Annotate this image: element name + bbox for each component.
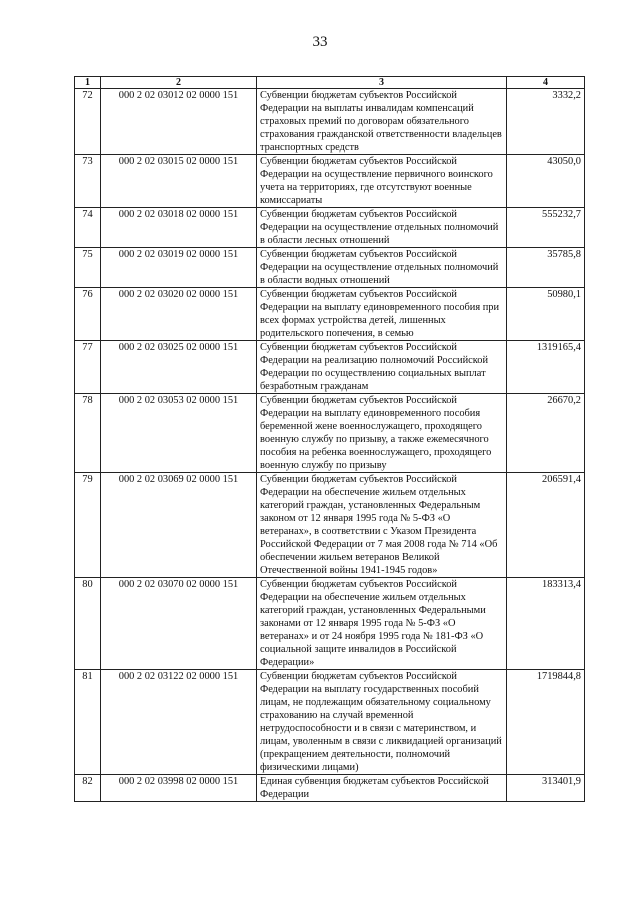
table-row [75, 473, 585, 578]
classification-code-cell: 000 2 02 03069 02 0000 151 [101, 473, 257, 578]
classification-code-cell: 000 2 02 03015 02 0000 151 [101, 155, 257, 208]
description-cell: Субвенции бюджетам субъектов Российской Федерации на реализацию полномочий Российской Федерации по осуществлению социальных выплат безработным гражданам [257, 341, 507, 394]
table-row [75, 670, 585, 775]
row-number-cell: 82 [75, 775, 101, 802]
description-cell: Субвенции бюджетам субъектов Российской Федерации на осуществление отдельных полномочий в области водных отношений [257, 248, 507, 288]
classification-code-cell: 000 2 02 03025 02 0000 151 [101, 341, 257, 394]
classification-code-cell: 000 2 02 03053 02 0000 151 [101, 394, 257, 473]
description-cell: Субвенции бюджетам субъектов Российской Федерации на выплаты инвалидам компенсаций страховых премий по договорам обязательного страхования гражданской ответственности владельцев транспортных средств [257, 89, 507, 155]
amount-cell: 555232,7 [507, 208, 585, 248]
table-row [75, 155, 585, 208]
budget-table [74, 76, 585, 802]
row-number-cell: 75 [75, 248, 101, 288]
description-cell: Субвенции бюджетам субъектов Российской Федерации на выплату единовременного пособия беременной жене военнослужащего, проходящего военную службу по призыву, а также ежемесячного пособия на ребенка военнослужащего, проходящего военную службу по призыву [257, 394, 507, 473]
amount-cell: 1719844,8 [507, 670, 585, 775]
row-number-cell: 77 [75, 341, 101, 394]
description-cell: Субвенции бюджетам субъектов Российской Федерации на выплату единовременного пособия при всех формах устройства детей, лишенных родительского попечения, в семью [257, 288, 507, 341]
classification-code-cell: 000 2 02 03070 02 0000 151 [101, 578, 257, 670]
column-header-2: 2 [101, 77, 257, 89]
row-number-cell: 78 [75, 394, 101, 473]
page-number: 33 [312, 34, 328, 50]
classification-code-cell: 000 2 02 03018 02 0000 151 [101, 208, 257, 248]
table-row [75, 775, 585, 802]
description-cell: Субвенции бюджетам субъектов Российской Федерации на осуществление первичного воинского учета на территориях, где отсутствуют военные комиссариаты [257, 155, 507, 208]
column-header-1: 1 [75, 77, 101, 89]
amount-cell: 35785,8 [507, 248, 585, 288]
classification-code-cell: 000 2 02 03998 02 0000 151 [101, 775, 257, 802]
classification-code-cell: 000 2 02 03012 02 0000 151 [101, 89, 257, 155]
column-header-3: 3 [257, 77, 507, 89]
amount-cell: 50980,1 [507, 288, 585, 341]
table-row [75, 89, 585, 155]
amount-cell: 183313,4 [507, 578, 585, 670]
amount-cell: 1319165,4 [507, 341, 585, 394]
amount-cell: 206591,4 [507, 473, 585, 578]
table-row [75, 578, 585, 670]
description-cell: Субвенции бюджетам субъектов Российской Федерации на обеспечение жильем отдельных категорий граждан, установленных Федеральными законами от 12 января 1995 года № 5-ФЗ «О ветеранах» и от 24 ноября 1995 года № 181-ФЗ «О социальной защите инвалидов в Российской Федерации» [257, 578, 507, 670]
amount-cell: 3332,2 [507, 89, 585, 155]
column-header-4: 4 [507, 77, 585, 89]
row-number-cell: 74 [75, 208, 101, 248]
classification-code-cell: 000 2 02 03019 02 0000 151 [101, 248, 257, 288]
row-number-cell: 81 [75, 670, 101, 775]
row-number-cell: 80 [75, 578, 101, 670]
description-cell: Субвенции бюджетам субъектов Российской Федерации на осуществление отдельных полномочий в области лесных отношений [257, 208, 507, 248]
description-cell: Субвенции бюджетам субъектов Российской Федерации на обеспечение жильем отдельных категорий граждан, установленных Федеральным законом от 12 января 1995 года № 5-ФЗ «О ветеранах», в соответствии с Указом Президента Российской Федерации от 7 мая 2008 года № 714 «Об обеспечении жильем ветеранов Великой Отечественной войны 1941-1945 годов» [257, 473, 507, 578]
table-row [75, 394, 585, 473]
classification-code-cell: 000 2 02 03020 02 0000 151 [101, 288, 257, 341]
amount-cell: 313401,9 [507, 775, 585, 802]
amount-cell: 26670,2 [507, 394, 585, 473]
description-cell: Субвенции бюджетам субъектов Российской Федерации на выплату государственных пособий лицам, не подлежащим обязательному социальному страхованию на случай временной нетрудоспособности и в связи с материнством, и лицам, уволенным в связи с ликвидацией организаций (прекращением деятельности, полномочий физическими лицами) [257, 670, 507, 775]
row-number-cell: 72 [75, 89, 101, 155]
amount-cell: 43050,0 [507, 155, 585, 208]
table-row [75, 208, 585, 248]
row-number-cell: 76 [75, 288, 101, 341]
row-number-cell: 79 [75, 473, 101, 578]
table-row [75, 248, 585, 288]
row-number-cell: 73 [75, 155, 101, 208]
table-row [75, 288, 585, 341]
table-row [75, 341, 585, 394]
classification-code-cell: 000 2 02 03122 02 0000 151 [101, 670, 257, 775]
description-cell: Единая субвенция бюджетам субъектов Российской Федерации [257, 775, 507, 802]
table-header-row [75, 77, 585, 89]
